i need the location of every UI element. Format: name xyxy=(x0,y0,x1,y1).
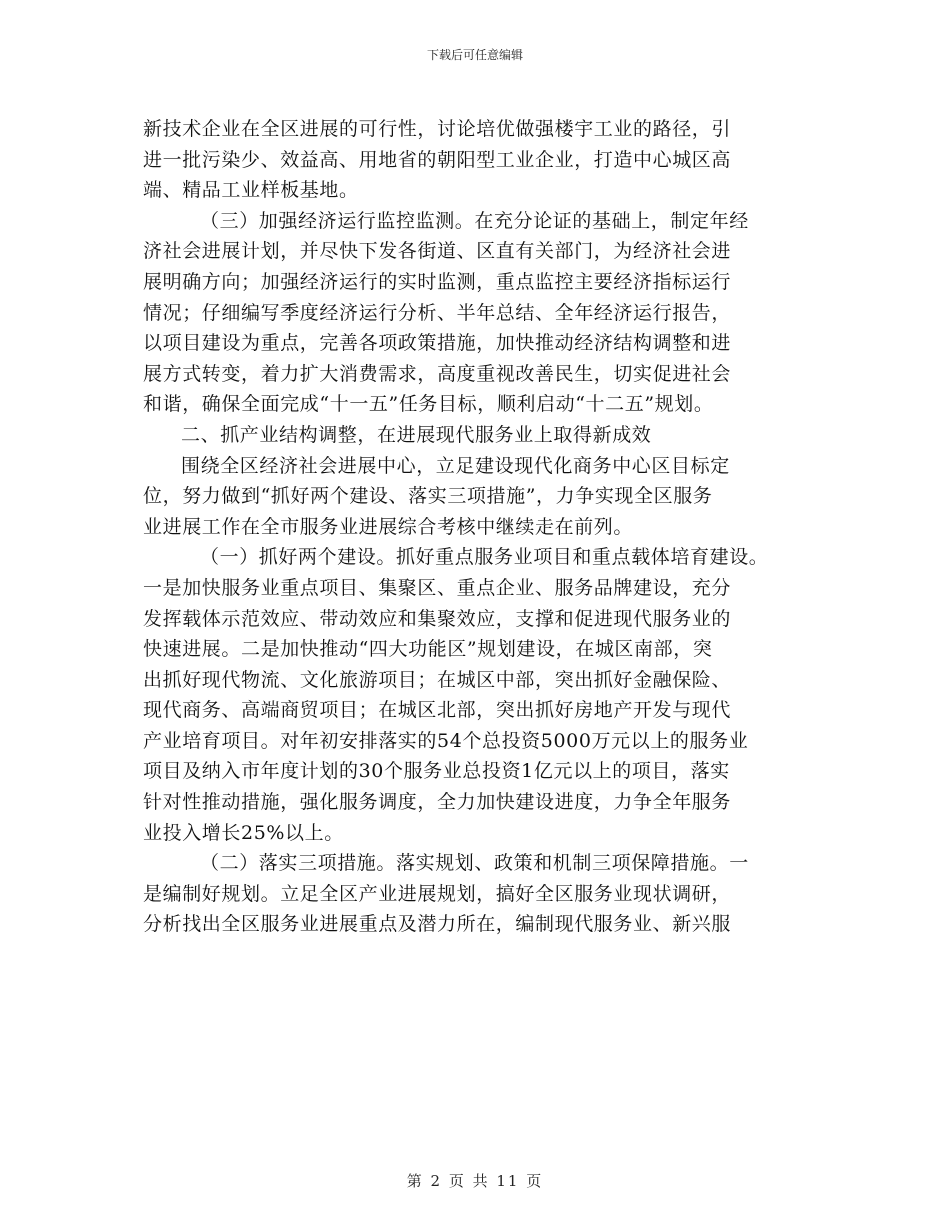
page-header: 下载后可任意编辑 xyxy=(426,48,523,62)
text-line: 业投入增长25%以上。 xyxy=(143,821,344,844)
text-line: 展明确方向；加强经济运行的实时监测，重点监控主要经济指标运行 xyxy=(143,270,732,293)
text-line: 快速进展。二是加快推动“四大功能区”规划建设，在城区南部，突 xyxy=(143,638,713,661)
text-line: 业进展工作在全市服务业进展综合考核中继续走在前列。 xyxy=(143,515,634,538)
text-line: 济社会进展计划，并尽快下发各街道、区直有关部门，为经济社会进 xyxy=(143,240,732,263)
text-line: 现代商务、高端商贸项目；在城区北部，突出抓好房地产开发与现代 xyxy=(143,699,732,722)
text-line: 展方式转变，着力扩大消费需求，高度重视改善民生，切实促进社会 xyxy=(143,362,732,385)
text-line: 一是加快服务业重点项目、集聚区、重点企业、服务品牌建设，充分 xyxy=(143,576,732,599)
document-body xyxy=(143,114,811,940)
text-line: 情况；仔细编写季度经济运行分析、半年总结、全年经济运行报告， xyxy=(143,301,732,324)
text-line: （一）抓好两个建设。抓好重点服务业项目和重点载体培育建设。 xyxy=(200,546,769,569)
text-line: 围绕全区经济社会进展中心，立足建设现代化商务中心区目标定 xyxy=(181,454,730,477)
text-line: 新技术企业在全区进展的可行性，讨论培优做强楼宇工业的路径，引 xyxy=(143,118,732,140)
text-line: 发挥载体示范效应、带动效应和集聚效应，支撑和促进现代服务业的 xyxy=(143,607,732,630)
text-line: 项目及纳入市年度计划的30个服务业总投资1亿元以上的项目，落实 xyxy=(143,760,730,783)
text-line: 二、抓产业结构调整，在进展现代服务业上取得新成效 xyxy=(181,423,652,446)
text-line: 出抓好现代物流、文化旅游项目；在城区中部，突出抓好金融保险、 xyxy=(143,668,732,691)
text-line: （二）落实三项措施。落实规划、政策和机制三项保障措施。一 xyxy=(200,852,749,875)
text-line: 分析找出全区服务业进展重点及潜力所在，编制现代服务业、新兴服 xyxy=(143,913,732,936)
text-line: 产业培育项目。对年初安排落实的54个总投资5000万元以上的服务业 xyxy=(143,729,749,752)
text-line: 是编制好规划。立足全区产业进展规划，搞好全区服务业现状调研， xyxy=(143,882,732,905)
text-line: 以项目建设为重点，完善各项政策措施，加快推动经济结构调整和进 xyxy=(143,332,732,355)
text-line: 进一批污染少、效益高、用地省的朝阳型工业企业，打造中心城区高 xyxy=(143,148,732,171)
text-line: 端、精品工业样板基地。 xyxy=(143,179,359,202)
text-line: （三）加强经济运行监控监测。在充分论证的基础上，制定年经 xyxy=(200,209,749,232)
text-line: 和谐，确保全面完成“十一五”任务目标，顺利启动“十二五”规划。 xyxy=(143,393,714,416)
text-line: 针对性推动措施，强化服务调度，全力加快建设进度，力争全年服务 xyxy=(143,791,732,814)
page-footer: 第 2 页 共 11 页 xyxy=(406,1172,544,1190)
text-line: 位，努力做到“抓好两个建设、落实三项措施”，力争实现全区服务 xyxy=(143,485,713,508)
